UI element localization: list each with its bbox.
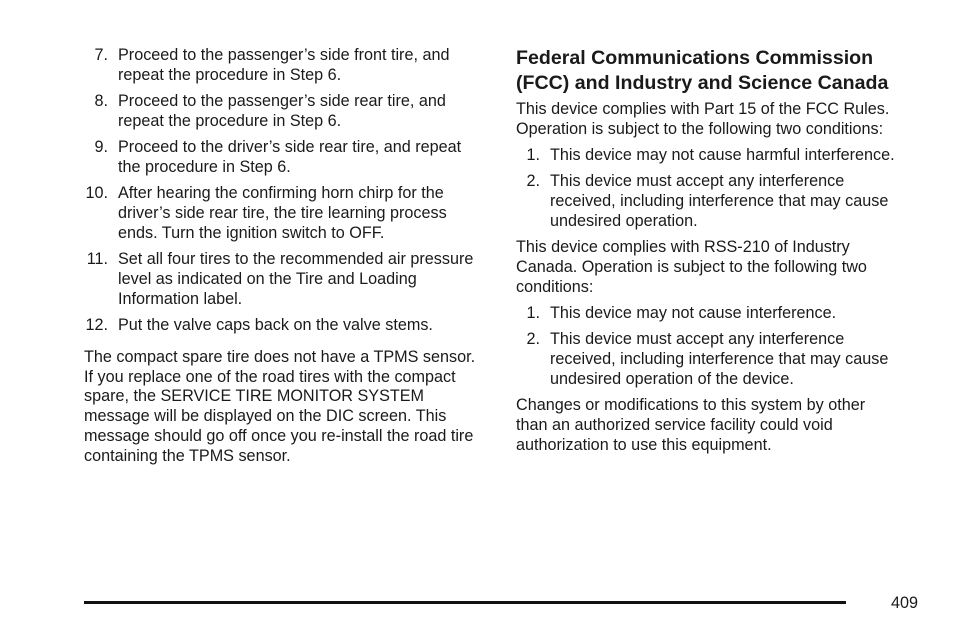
ic-intro-paragraph: This device complies with RSS-210 of Industry Canada. Operation is subject to the following two conditions: bbox=[516, 238, 867, 296]
condition-text: This device may not cause harmful interference. bbox=[550, 146, 895, 165]
fcc-conditions bbox=[516, 146, 896, 232]
condition-text: This device must accept any interference received, including interference that may cause undesired operation. bbox=[550, 172, 889, 230]
step-number: 7. bbox=[94, 46, 108, 64]
step-text: Set all four tires to the recommended air pressure level as indicated on the Tire and Loading Information label. bbox=[118, 250, 474, 308]
list-item bbox=[516, 330, 896, 389]
section-heading: Federal Communications Commission (FCC) and Industry and Science Canada bbox=[516, 47, 889, 94]
step-number: 9. bbox=[94, 138, 108, 157]
condition-text: This device may not cause interference. bbox=[550, 304, 837, 323]
step-number: 10. bbox=[85, 184, 108, 203]
list-item bbox=[516, 172, 896, 231]
fcc-intro-paragraph: This device complies with Part 15 of the FCC Rules. Operation is subject to the following two conditions: bbox=[516, 100, 890, 138]
list-item bbox=[84, 138, 486, 178]
list-item bbox=[84, 46, 486, 86]
list-item bbox=[84, 250, 486, 309]
condition-text: This device must accept any interference received, including interference that may cause undesired operation of the device. bbox=[550, 330, 889, 389]
step-text: Put the valve caps back on the valve stems. bbox=[118, 316, 433, 335]
condition-number: 1. bbox=[526, 304, 540, 323]
right-column bbox=[516, 46, 896, 462]
step-text: Proceed to the driver’s side rear tire, and repeat the procedure in Step 6. bbox=[118, 138, 462, 176]
condition-number: 1. bbox=[526, 146, 540, 165]
step-number: 11. bbox=[86, 250, 108, 269]
left-column bbox=[84, 46, 486, 467]
closing-paragraph: Changes or modifications to this system by other than an authorized service facility could void authorization to use this equipment. bbox=[516, 396, 866, 454]
page-number: 409 bbox=[890, 594, 918, 612]
condition-number: 2. bbox=[526, 330, 540, 349]
list-item bbox=[516, 304, 896, 324]
list-item bbox=[84, 184, 486, 243]
footer-rule bbox=[84, 601, 846, 604]
ic-conditions bbox=[516, 304, 896, 390]
list-item bbox=[84, 92, 486, 132]
step-text: Proceed to the passenger’s side rear tire, and repeat the procedure in Step 6. bbox=[118, 92, 446, 130]
step-text: Proceed to the passenger’s side front tire, and repeat the procedure in Step 6. bbox=[118, 46, 450, 84]
step-text: After hearing the confirming horn chirp for the driver’s side rear tire, the tire learning process ends. Turn the ignition switch to OFF. bbox=[118, 184, 447, 242]
procedure-steps bbox=[84, 46, 486, 336]
step-number: 8. bbox=[94, 92, 108, 111]
list-item bbox=[84, 316, 486, 336]
step-number: 12. bbox=[85, 316, 108, 335]
condition-number: 2. bbox=[526, 172, 540, 191]
spare-tire-paragraph: The compact spare tire does not have a TPMS sensor. If you replace one of the road tires with the compact spare, the SERVICE TIRE MONITOR SYSTEM message will be displayed on the DIC screen. This message should go off once you re-install the road tire containing the TPMS sensor. bbox=[84, 347, 476, 465]
list-item bbox=[516, 146, 896, 166]
